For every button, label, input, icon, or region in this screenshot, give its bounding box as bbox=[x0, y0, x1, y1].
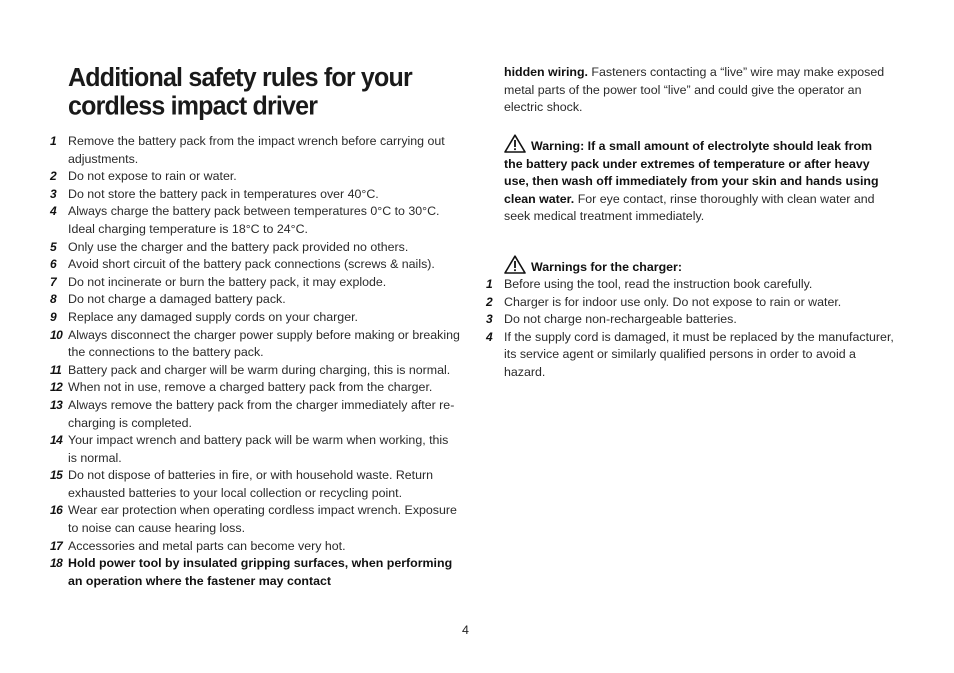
item-text: Before using the tool, read the instruction book carefully. bbox=[504, 277, 813, 291]
item-number: 4 bbox=[50, 204, 57, 219]
warning-triangle-icon bbox=[504, 134, 526, 153]
item-text: Do not expose to rain or water. bbox=[68, 169, 237, 184]
item-number: 9 bbox=[50, 309, 57, 324]
item-number: 3 bbox=[50, 186, 57, 201]
electrolyte-warning bbox=[504, 134, 894, 226]
item-text: Replace any damaged supply cords on your charger. bbox=[68, 309, 358, 324]
item-number: 14 bbox=[50, 433, 63, 448]
item-text: Always charge the battery pack between temperatures 0°C to 30°C. Ideal charging temperature is 18°C to 24°C. bbox=[68, 204, 440, 236]
list-item bbox=[50, 432, 460, 467]
item-number: 5 bbox=[50, 239, 57, 254]
item-text: Accessories and metal parts can become very hot. bbox=[68, 538, 346, 553]
item-text: Remove the battery pack from the impact wrench before carrying out adjustments. bbox=[68, 134, 445, 166]
item-number: 8 bbox=[50, 292, 57, 307]
list-item bbox=[50, 538, 460, 556]
item-text: Do not charge a damaged battery pack. bbox=[68, 292, 286, 307]
list-item bbox=[50, 168, 460, 186]
item-text: Only use the charger and the battery pack provided no others. bbox=[68, 239, 409, 254]
list-item bbox=[486, 329, 896, 382]
item-text: Do not charge non-rechargeable batteries. bbox=[504, 312, 737, 327]
charger-warnings-heading bbox=[504, 255, 682, 277]
item-text: Always disconnect the charger power supply before making or breaking the connections to the battery pack. bbox=[68, 327, 460, 360]
item-number: 10 bbox=[50, 327, 63, 342]
item-text: Wear ear protection when operating cordless impact wrench. Exposure to noise can cause hearing loss. bbox=[68, 503, 457, 536]
list-item bbox=[50, 327, 460, 362]
list-item bbox=[50, 186, 460, 204]
charger-warnings-list bbox=[486, 276, 896, 382]
item-number: 1 bbox=[50, 134, 57, 148]
charger-heading-text: Warnings for the charger: bbox=[531, 260, 682, 274]
list-item bbox=[50, 256, 460, 274]
item-number: 4 bbox=[486, 329, 493, 344]
item-text: Battery pack and charger will be warm during charging, this is normal. bbox=[68, 362, 451, 377]
warning-triangle-icon bbox=[504, 255, 526, 274]
item-number: 7 bbox=[50, 274, 57, 289]
list-item bbox=[50, 362, 460, 380]
item-number: 12 bbox=[50, 380, 63, 395]
list-item bbox=[486, 294, 896, 312]
list-item bbox=[50, 274, 460, 292]
list-item bbox=[50, 555, 460, 590]
item-text: Do not store the battery pack in temperatures over 40°C. bbox=[68, 186, 379, 201]
page-title: Additional safety rules for your cordless impact driver bbox=[68, 62, 412, 121]
list-item bbox=[486, 311, 896, 329]
item-text: Do not incinerate or burn the battery pack, it may explode. bbox=[68, 274, 387, 289]
item-text: Hold power tool by insulated gripping surfaces, when performing an operation where the fastener may contact bbox=[68, 556, 453, 588]
list-item bbox=[50, 133, 460, 168]
continuation-paragraph bbox=[504, 64, 894, 117]
electrolyte-warning-bold: Warning: If a small amount of electrolyte should leak from the battery pack under extremes of temperature or after heavy use, then wash off immediately from your skin and hands using clean water. bbox=[504, 139, 879, 206]
item-number: 18 bbox=[50, 556, 63, 571]
item-text: When not in use, remove a charged battery pack from the charger. bbox=[68, 380, 433, 395]
continuation-text: Fasteners contacting a “live” wire may make exposed metal parts of the power tool “live” and could give the operator an electric shock. bbox=[504, 65, 885, 115]
item-number: 11 bbox=[50, 362, 62, 377]
list-item bbox=[486, 276, 896, 294]
list-item bbox=[50, 309, 460, 327]
item-number: 16 bbox=[50, 503, 63, 518]
item-number: 17 bbox=[50, 538, 63, 553]
list-item bbox=[50, 239, 460, 257]
item-number: 2 bbox=[50, 169, 57, 184]
list-item bbox=[50, 397, 460, 432]
list-item bbox=[50, 502, 460, 537]
list-item bbox=[50, 379, 460, 397]
safety-rules-list bbox=[50, 133, 460, 590]
item-text: Charger is for indoor use only. Do not expose to rain or water. bbox=[504, 294, 842, 309]
continuation-bold: hidden wiring. bbox=[504, 65, 588, 79]
electrolyte-warning-text: For eye contact, rinse thoroughly with clean water and seek medical treatment immediately. bbox=[504, 191, 875, 224]
item-text: If the supply cord is damaged, it must be replaced by the manufacturer, its service agent or similarly qualified persons in order to avoid a hazard. bbox=[504, 329, 894, 379]
item-text: Your impact wrench and battery pack will be warm when working, this is normal. bbox=[68, 433, 449, 465]
item-number: 3 bbox=[486, 312, 493, 327]
item-number: 1 bbox=[486, 277, 493, 291]
item-number: 13 bbox=[50, 397, 63, 412]
item-text: Always remove the battery pack from the charger immediately after re-charging is completed. bbox=[68, 397, 455, 430]
list-item bbox=[50, 467, 460, 502]
list-item bbox=[50, 203, 460, 238]
list-item bbox=[50, 291, 460, 309]
page-number: 4 bbox=[462, 623, 469, 637]
item-number: 2 bbox=[486, 294, 493, 309]
item-text: Avoid short circuit of the battery pack connections (screws & nails). bbox=[68, 257, 435, 272]
item-text: Do not dispose of batteries in fire, or with household waste. Return exhausted batteries to your local collection or recycling point. bbox=[68, 468, 434, 500]
item-number: 15 bbox=[50, 468, 63, 483]
item-number: 6 bbox=[50, 257, 57, 272]
